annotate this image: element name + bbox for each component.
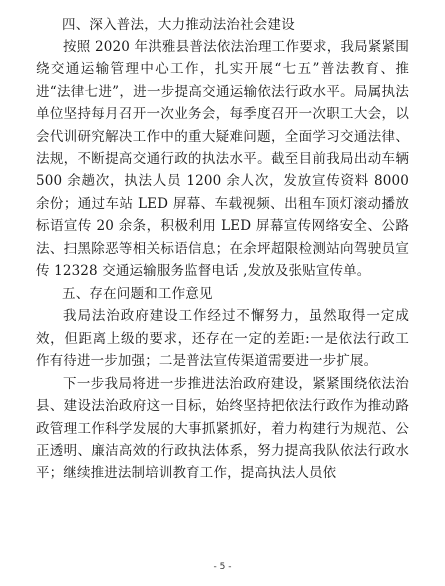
section-heading: 五、存在问题和工作意见 — [62, 286, 213, 303]
body-paragraph: 按照 2020 年洪雅县普法依法治理工作要求，我局紧紧围绕交通运输管理中心工作，扎实开展“七五”普法教育、推进“法律七进”，进一步提高交通运输依法行政水平。局属执法单位坚持每月召开一次业务会，每季度召开一次职工大会，以会代训研究解决工作中的重大疑难问题，全面学习交通法律、法规，不断提高交通行政的执法水平。截至目前我局出动车辆 500 余趟次，执法人员 1200 余人次，发放宣传资料 8000 余份；通过车站 LED 屏幕、车载视频、出租车顶灯滚动播放标语宣传 20 余条，积极利用 LED 屏幕宣传网络安全、公路法、扫黑除恶等相关标语信息；在余坪超限检测站向驾驶员宣传 12328 交通运输服务监督电话 ,发放及张贴宣传单。 — [36, 39, 409, 280]
page-number: - 5 - — [213, 562, 232, 572]
body-paragraph: 我局法治政府建设工作经过不懈努力，虽然取得一定成效，但距离上级的要求，还存在一定的差距:一是依法行政工作有待进一步加强；二是普法宣传渠道需要进一步扩展。 — [36, 308, 409, 370]
section-heading: 四、深入普法，大力推动法治社会建设 — [62, 17, 295, 33]
body-paragraph: 下一步我局将进一步推进法治政府建设，紧紧围绕依法治县、建设法治政府这一目标，始终坚持把依法行政作为推动路政管理工作科学发展的大事抓紧抓好，着力构建行为规范、公正透明、廉洁高效的行政执法体系，努力提高我队依法行政水平；继续推进法制培训教育工作，提高执法人员依 — [36, 375, 409, 482]
